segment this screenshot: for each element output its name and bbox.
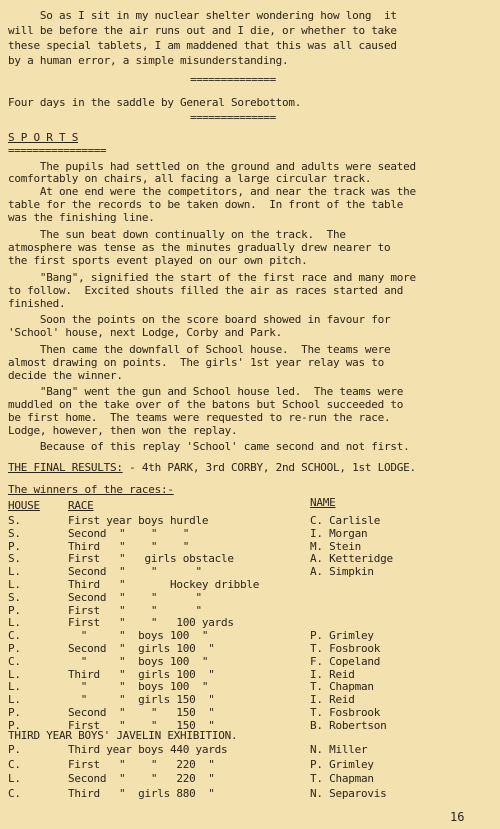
race-house: L. [8, 565, 21, 579]
race-house: S. [8, 552, 21, 566]
story-line: At one end were the competitors, and near the track was the [8, 185, 416, 198]
story-line: 'School' house, next Lodge, Corby and Park. [8, 326, 283, 339]
final-results-line [8, 462, 416, 474]
race-house: L. [8, 693, 21, 707]
race-winner: P. Grimley [310, 757, 374, 771]
story-line: finished. [8, 297, 66, 310]
race-event: Second " girls 100 " [68, 642, 215, 655]
race-house: P. [8, 718, 21, 732]
header-name: NAME [310, 496, 336, 509]
race-house: S. [8, 526, 21, 540]
race-event: Second " " " [68, 565, 202, 579]
race-winner: B. Robertson [310, 718, 387, 732]
race-winner: T. Fosbrook [310, 706, 381, 719]
intro-line: these special tablets, I am maddened that this was all caused [8, 39, 397, 52]
story-line: be first home. The teams were requested to re-run the race. [8, 411, 391, 424]
story-line: muddled on the take over of the batons but School succeeded to [8, 398, 404, 411]
race-event: " " girls 150 " [68, 693, 215, 707]
story-line: was the finishing line. [8, 211, 155, 224]
story-line: "Bang" went the gun and School house led. The teams were [8, 385, 404, 398]
sports-heading: S P O R T S [8, 131, 79, 144]
header-race: RACE [68, 499, 94, 512]
race-event: Second " " 220 " [68, 772, 215, 785]
race-event: Third " " " [68, 539, 190, 553]
race-house: P. [8, 603, 21, 617]
race-house: P. [8, 706, 21, 719]
race-winner: A. Ketteridge [310, 552, 393, 566]
story-line: atmosphere was tense as the minutes gradually drew nearer to [8, 241, 391, 254]
race-event: Third " girls 880 " [68, 786, 215, 800]
race-house: L. [8, 616, 21, 630]
race-house: C. [8, 654, 21, 668]
race-winner: T. Fosbrook [310, 642, 381, 655]
race-event: Second " " " [68, 590, 202, 604]
race-event: " " boys 100 " [68, 680, 209, 694]
race-winner: I. Reid [310, 693, 355, 707]
story-line: the first sports event played on our own pitch. [8, 254, 308, 267]
intro-line: will be before the air runs out and I die, or whether to take [8, 24, 397, 37]
race-house: P. [8, 743, 21, 756]
race-winner: N. Miller [310, 743, 368, 756]
race-house: S. [8, 514, 21, 527]
book-title-line: Four days in the saddle by General Sorebottom. [8, 96, 302, 109]
race-house: C. [8, 786, 21, 800]
race-winner: F. Copeland [310, 654, 381, 668]
race-house: L. [8, 680, 21, 694]
race-winner: A. Simpkin [310, 565, 374, 579]
race-event: First " " 220 " [68, 757, 215, 771]
race-house: L. [8, 578, 21, 591]
race-event: Third year boys 440 yards [68, 743, 228, 756]
race-house: C. [8, 757, 21, 771]
race-house: C. [8, 629, 21, 643]
story-line: "Bang", signified the start of the first race and many more [8, 271, 416, 284]
story-line: decide the winner. [8, 369, 123, 382]
story-line: almost drawing on points. The girls' 1st year relay was to [8, 356, 384, 369]
separator: ============== [190, 73, 276, 86]
race-event: " " boys 100 " [68, 654, 209, 668]
javelin-label: THIRD YEAR BOYS' JAVELIN EXHIBITION. [8, 729, 238, 742]
race-event: First " " 100 yards [68, 616, 234, 630]
winners-label: The winners of the races:- [8, 483, 174, 496]
story-line: to follow. Excited shouts filled the air as races started and [8, 284, 404, 297]
race-winner: C. Carlisle [310, 514, 381, 527]
story-line: comfortably on chairs, all facing a large circular track. [8, 172, 372, 185]
race-winner: N. Separovis [310, 786, 387, 800]
race-house: S. [8, 590, 21, 604]
race-winner: T. Chapman [310, 772, 374, 785]
story-line: The pupils had settled on the ground and adults were seated [8, 160, 416, 173]
story-line: Soon the points on the score board showed in favour for [8, 313, 391, 326]
race-event: First " girls obstacle [68, 552, 234, 566]
final-results-text: - 4th PARK, 3rd CORBY, 2nd SCHOOL, 1st LODGE. [122, 461, 416, 474]
race-event: First " " " [68, 603, 202, 617]
separator: ============== [190, 111, 276, 124]
race-event: First " " 150 " [68, 718, 215, 732]
race-winner: I. Morgan [310, 526, 368, 540]
race-house: P. [8, 642, 21, 655]
header-house: HOUSE [8, 499, 40, 512]
story-line: Then came the downfall of School house. The teams were [8, 343, 391, 356]
intro-line: by a human error, a simple misunderstanding. [8, 54, 289, 67]
race-event: Third " girls 100 " [68, 667, 215, 681]
race-event: Second " " 150 " [68, 706, 215, 719]
race-event: " " boys 100 " [68, 629, 209, 643]
intro-line: So as I sit in my nuclear shelter wondering how long it [8, 9, 397, 22]
sports-underline: ================ [8, 144, 106, 157]
race-event: Third " Hockey dribble [68, 578, 260, 591]
race-winner: P. Grimley [310, 629, 374, 643]
race-house: L. [8, 772, 21, 785]
story-line: The sun beat down continually on the track. The [8, 228, 346, 241]
race-event: Second " " " [68, 526, 190, 540]
race-house: L. [8, 667, 21, 681]
story-line: Lodge, however, then won the replay. [8, 424, 238, 437]
final-results-label: THE FINAL RESULTS: [8, 461, 123, 474]
race-winner: I. Reid [310, 667, 355, 681]
race-house: P. [8, 539, 21, 553]
race-winner: T. Chapman [310, 680, 374, 694]
story-line: table for the records to be taken down. In front of the table [8, 198, 404, 211]
story-line: Because of this replay 'School' came second and not first. [8, 440, 410, 453]
race-winner: M. Stein [310, 539, 361, 553]
page-number: 16 [450, 810, 465, 824]
race-event: First year boys hurdle [68, 514, 209, 527]
